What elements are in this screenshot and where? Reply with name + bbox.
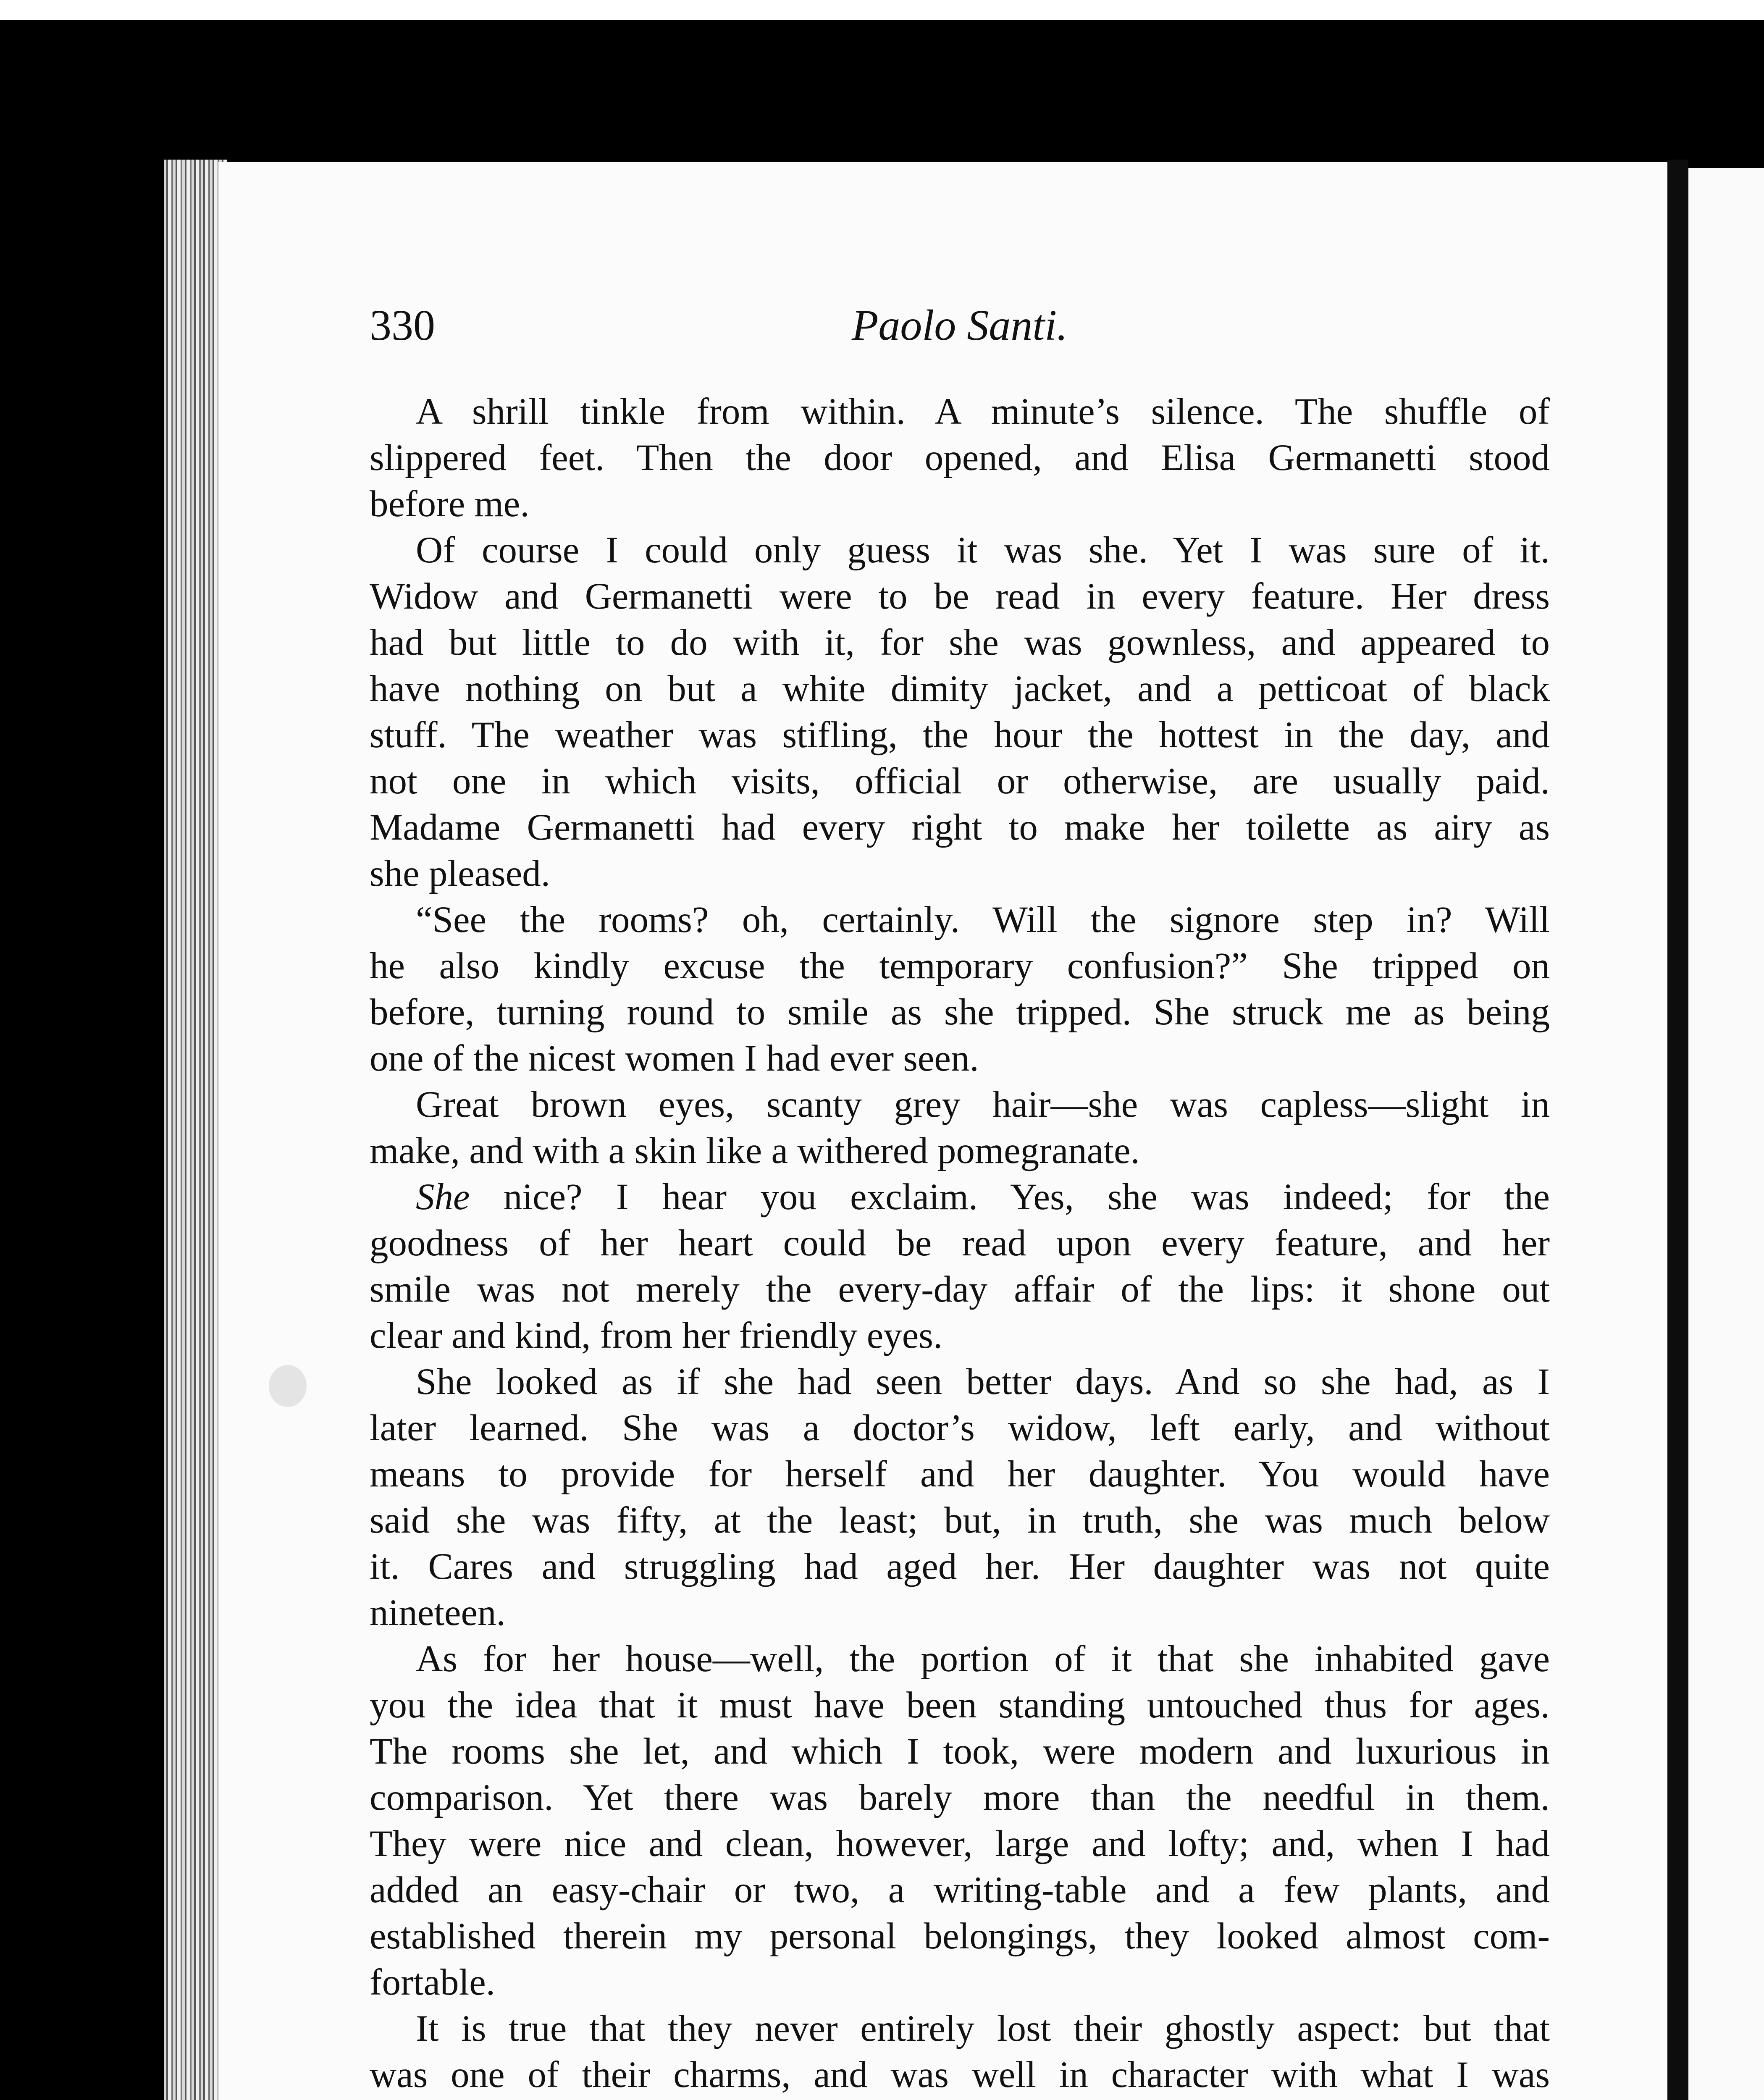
body-text — [370, 388, 1550, 2100]
paragraph — [370, 527, 1550, 897]
text-line: She nice? I hear you exclaim. Yes, she was indeed; for the — [416, 1176, 1550, 1218]
text-line: Of course I could only guess it was she. Yet I was sure of it. — [416, 530, 1550, 571]
text-line: “See the rooms? oh, certainly. Will the signore step in? Will — [416, 899, 1550, 940]
text-line: smile was not merely the every-day affair of the lips: it shone out — [370, 1269, 1550, 1310]
text-line: They were nice and clean, however, large and lofty; and, when I had — [370, 1823, 1550, 1864]
paragraph — [370, 1636, 1550, 2006]
page-header — [370, 300, 1550, 384]
text-line: established therein my personal belongings, they looked almost com- — [370, 1916, 1550, 1957]
text-line: clear and kind, from her friendly eyes. — [370, 1315, 943, 1356]
text-line: slippered feet. Then the door opened, and Elisa Germanetti stood — [370, 437, 1550, 478]
text-line: The rooms she let, and which I took, were modern and luxurious in — [370, 1731, 1550, 1772]
page-number: 330 — [370, 301, 435, 349]
text-line: nineteen. — [370, 1592, 506, 1633]
text-line: As for her house—well, the portion of it that she inhabited gave — [416, 1638, 1550, 1680]
text-line: stuff. The weather was stifling, the hour the hottest in the day, and — [370, 714, 1550, 756]
book-page — [218, 162, 1667, 2100]
emphasis: She — [416, 1176, 470, 1218]
text-line: it. Cares and struggling had aged her. Her daughter was not quite — [370, 1546, 1550, 1587]
page-edge-stack — [164, 160, 227, 2100]
text-line: you the idea that it must have been standing untouched thus for ages. — [370, 1685, 1550, 1726]
paragraph — [370, 1082, 1550, 1174]
text-line: It is true that they never entirely lost their ghostly aspect: but that — [416, 2008, 1550, 2049]
top-margin-strip — [0, 0, 1764, 20]
running-head: Paolo Santi. — [851, 301, 1068, 349]
text-line: have nothing on but a white dimity jacket, and a petticoat of black — [370, 668, 1550, 709]
text-line: Widow and Germanetti were to be read in every feature. Her dress — [370, 576, 1550, 617]
text-line: She looked as if she had seen better days. And so she had, as I — [416, 1361, 1550, 1402]
text-line: added an easy-chair or two, a writing-table and a few plants, and — [370, 1869, 1550, 1911]
text-line: he also kindly excuse the temporary confusion?” She tripped on — [370, 945, 1550, 987]
text-line: before, turning round to smile as she tripped. She struck me as being — [370, 992, 1550, 1033]
text-line: fortable. — [370, 1962, 495, 2003]
text-line: before me. — [370, 483, 530, 525]
paper-blemish — [269, 1365, 307, 1407]
text-line: one of the nicest women I had ever seen. — [370, 1038, 979, 1079]
text-line: had but little to do with it, for she was gownless, and appeared to — [370, 622, 1550, 663]
text-line: not one in which visits, official or otherwise, are usually paid. — [370, 761, 1550, 802]
text-line: Great brown eyes, scanty grey hair—she was capless—slight in — [416, 1084, 1550, 1125]
paragraph — [370, 1174, 1550, 1359]
text-line: was one of their charms, and was well in character with what I was — [370, 2054, 1550, 2095]
facing-page-edge — [1688, 168, 1764, 2100]
text-line: said she was fifty, at the least; but, in truth, she was much below — [370, 1500, 1550, 1541]
paragraph — [370, 897, 1550, 1082]
text-line: later learned. She was a doctor’s widow, left early, and without — [370, 1407, 1550, 1449]
paragraph — [370, 2006, 1550, 2100]
text-line: goodness of her heart could be read upon every feature, and her — [370, 1223, 1550, 1264]
text-line: make, and with a skin like a withered pomegranate. — [370, 1130, 1140, 1171]
paragraph — [370, 1359, 1550, 1636]
paragraph — [370, 388, 1550, 527]
text-line: comparison. Yet there was barely more than the needful in them. — [370, 1777, 1550, 1818]
text-line: Madame Germanetti had every right to make her toilette as airy as — [370, 807, 1550, 848]
text-line: she pleased. — [370, 853, 551, 894]
book-gutter — [1667, 160, 1688, 2100]
text-line: A shrill tinkle from within. A minute’s silence. The shuffle of — [416, 391, 1550, 432]
text-line: means to provide for herself and her daughter. You would have — [370, 1454, 1550, 1495]
text-line — [370, 2098, 1550, 2100]
